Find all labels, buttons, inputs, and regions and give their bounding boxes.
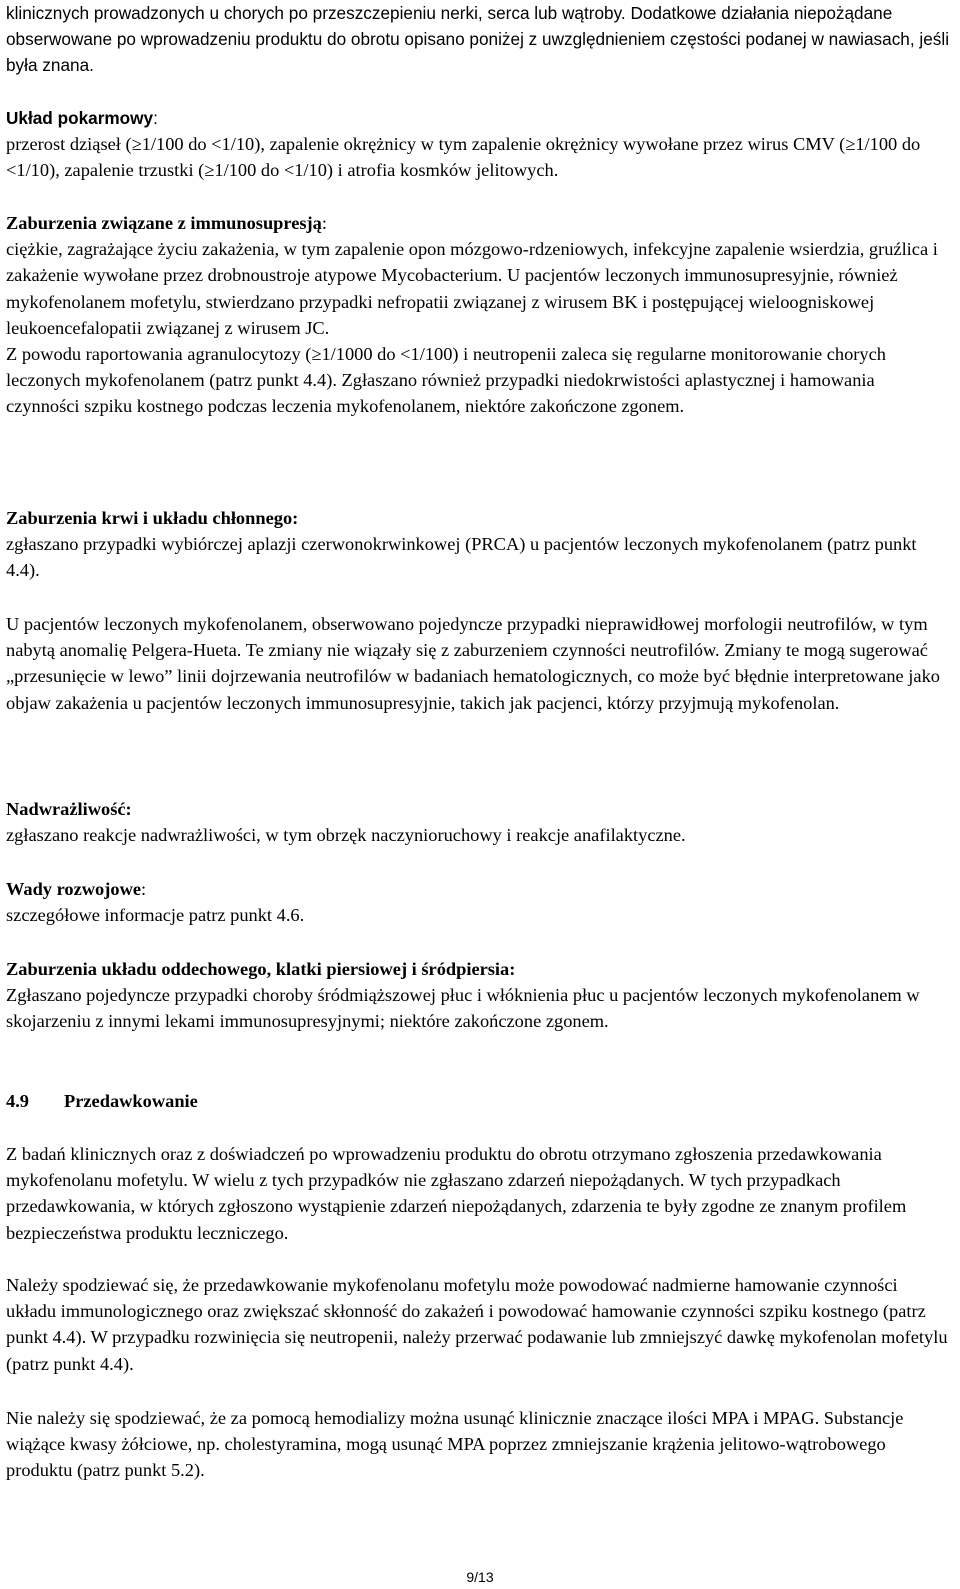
section-heading-title: Przedawkowanie [64,1091,198,1111]
section-text-respiratory: Zgłaszano pojedyncze przypadki choroby śródmiąższowej płuc i włóknienia płuc u pacjentów leczonych mykofenolanem w skojarzeniu z innymi lekami immunosupresyjnymi; niektóre zakończone zgonem. [6,985,920,1032]
page-number: 9/13 [466,1569,494,1585]
section-title-hypersensitivity: Nadwrażliwość: [6,799,132,819]
overdose-paragraph-1: Z badań klinicznych oraz z doświadczeń po wprowadzeniu produktu do obrotu otrzymano zgłoszenia przedawkowania mykofenolanu mofetylu. W wielu z tych przypadków nie zgłaszano zdarzeń niepożądanych. W tych przypadkach przedawkowania, w których zgłoszono wystąpienie zdarzeń niepożądanych, zdarzenia te były zgodne ze znanym profilem bezpieczeństwa produktu leczniczego. [6,1144,907,1243]
section-title-developmental: Wady rozwojowe [6,879,142,899]
section-text-immunosuppression-agranulocytosis: Z powodu raportowania agranulocytozy (≥1/1000 do <1/100) i neutropenii zaleca się regularne monitorowanie chorych leczonych mykofenolanem (patrz punkt 4.4). Zgłaszano również przypadki niedokrwistości aplastycznej i hamowania czynności szpiku kostnego podczas leczenia mykofenolanem, niektóre zakończone zgonem. [6,344,886,417]
section-text-immunosuppression: ciężkie, zagrażające życiu zakażenia, w tym zapalenie opon mózgowo-rdzeniowych, infekcyjne zapalenie wsierdzia, gruźlica i zakażenie wywołane przez drobnoustroje atypowe Mycobacterium. U pacjentów leczonych immunosupresyjnie, również mykofenolanem mofetylu, stwierdzano przypadki nefropatii związanej z wirusem BK i postępującej wieloogniskowej leukoencefalopatii związanej z wirusem JC. [6,239,938,338]
intro-paragraph: klinicznych prowadzonych u chorych po przeszczepieniu nerki, serca lub wątroby. Dodatkowe działania niepożądane obserwowane po wprowadzeniu produktu do obrotu opisano poniżej z uwzględnieniem częstości podanej w nawiasach, jeśli była znana. [6,3,950,76]
section-number: 4.9 [6,1091,29,1111]
section-immunosuppression: Zaburzenia związane z immunosupresją: ciężkie, zagrażające życiu zakażenia, w tym zapalenie opon mózgowo-rdzeniowych, infekcyjne zapalenie wsierdzia, gruźlica i zakażenie wywołane przez drobnoustroje atypowe Mycobacterium. U pacjentów leczonych immunosupresyjnie, również mykofenolanem mofetylu, stwierdzano przypadki nefropatii związanej z wirusem BK i postępującej wieloogniskowej leukoencefalopatii związanej z wirusem JC. Z powodu raportowania agranulocytozy (≥1/1000 do <1/100) i neutropenii zaleca się regularne monitorowanie chorych leczonych mykofenolanem (patrz punkt 4.4). Zgłaszano również przypadki niedokrwistości aplastycznej i hamowania czynności szpiku kostnego podczas leczenia mykofenolanem, niektóre zakończone zgonem. [6,213,938,417]
overdose-paragraph-2: Należy spodziewać się, że przedawkowanie mykofenolanu mofetylu może powodować nadmierne hamowanie czynności układu immunologicznego oraz zwiększać skłonność do zakażeń i powodować hamowanie czynności szpiku kostnego (patrz punkt 4.4). W przypadku rozwinięcia się neutropenii, należy przerwać podawanie lub zmniejszyć dawkę mykofenolan mofetylu (patrz punkt 4.4). [6,1275,948,1374]
section-text-blood: zgłaszano przypadki wybiórczej aplazji czerwonokrwinkowej (PRCA) u pacjentów leczonych mykofenolanem (patrz punkt 4.4). [6,534,917,581]
section-gastrointestinal: Układ pokarmowy: przerost dziąseł (≥1/100 do <1/10), zapalenie okrężnicy w tym zapalenie okrężnicy wywołane przez wirus CMV (≥1/100 do <1/10), zapalenie trzustki (≥1/100 do <1/10) i atrofia kosmków jelitowych. [6,108,921,181]
section-title-immunosuppression: Zaburzenia związane z immunosupresją [6,213,322,233]
section-text-hypersensitivity: zgłaszano reakcje nadwrażliwości, w tym obrzęk naczynioruchowy i reakcje anafilaktyczne. [6,825,686,846]
section-blood [6,505,951,584]
paragraph-neutrophil-morphology: U pacjentów leczonych mykofenolanem, obserwowano pojedyncze przypadki nieprawidłowej morfologii neutrofilów, w tym nabytą anomalię Pelgera-Hueta. Te zmiany nie wiązały się z zaburzeniem czynności neutrofilów. Zmiany te mogą sugerować „przesunięcie w lewo” linii dojrzewania neutrofilów w badaniach hematologicznych, co może być błędnie interpretowane jako objaw zakażenia u pacjentów leczonych immunosupresyjnie, takich jak pacjenci, którzy przyjmują mykofenolan. [6,614,940,713]
section-developmental: Wady rozwojowe: szczegółowe informacje patrz punkt 4.6. [6,879,305,926]
section-heading-overdose [6,1088,198,1114]
section-text-developmental: szczegółowe informacje patrz punkt 4.6. [6,905,305,926]
section-hypersensitivity [6,796,951,848]
section-text-gastrointestinal: przerost dziąseł (≥1/100 do <1/10), zapalenie okrężnicy w tym zapalenie okrężnicy wywołane przez wirus CMV (≥1/100 do <1/10), zapalenie trzustki (≥1/100 do <1/10) i atrofia kosmków jelitowych. [6,134,921,181]
overdose-paragraph-3: Nie należy się spodziewać, że za pomocą hemodializy można usunąć klinicznie znaczące ilości MPA i MPAG. Substancje wiążące kwasy żółciowe, np. cholestyramina, mogą usunąć MPA poprzez zmniejszanie krążenia jelitowo-wątrobowego produktu (patrz punkt 5.2). [6,1408,904,1481]
section-title-respiratory: Zaburzenia układu oddechowego, klatki piersiowej i śródpiersia: [6,959,516,979]
section-title-blood: Zaburzenia krwi i układu chłonnego: [6,508,299,528]
section-respiratory [6,956,951,1035]
section-title-gastrointestinal: Układ pokarmowy [6,108,154,128]
